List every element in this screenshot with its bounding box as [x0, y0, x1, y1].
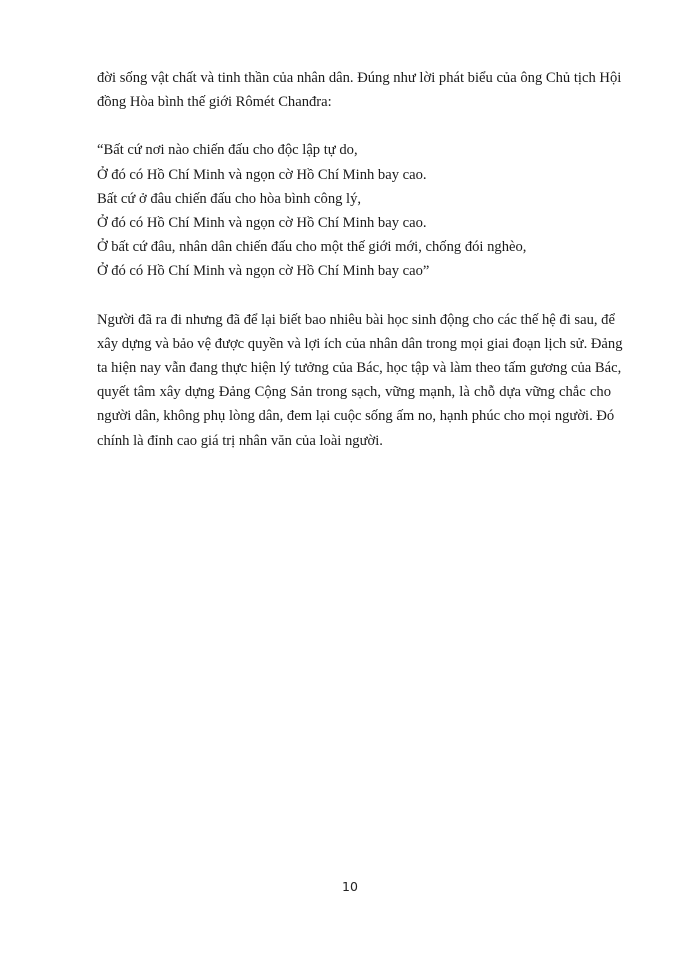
- quote-line: Ở đó có Hồ Chí Minh và ngọn cờ Hồ Chí Minh bay cao”: [97, 263, 430, 280]
- intro-line: đời sống vật chất và tinh thần của nhân dân. Đúng như lời phát biểu của ông Chủ tịch Hội: [97, 70, 622, 86]
- poem-quote: [97, 138, 611, 283]
- closing-line: quyết tâm xây dựng Đảng Cộng Sản trong sạch, vững mạnh, là chỗ dựa vững chắc cho: [97, 384, 611, 401]
- closing-line: chính là đỉnh cao giá trị nhân văn của loài người.: [97, 432, 383, 449]
- intro-line: đồng Hòa bình thế giới Rômét Chanđra:: [97, 94, 332, 111]
- page-content: [97, 66, 623, 453]
- quote-line: “Bất cứ nơi nào chiến đấu cho độc lập tự do,: [97, 142, 358, 159]
- closing-paragraph: [97, 308, 623, 453]
- closing-line: người dân, không phụ lòng dân, đem lại cuộc sống ấm no, hạnh phúc cho mọi người. Đó: [97, 408, 615, 425]
- closing-line: ta hiện nay vẫn đang thực hiện lý tưởng của Bác, học tập và làm theo tấm gương của Bác,: [97, 360, 622, 377]
- quote-line: Bất cứ ở đâu chiến đấu cho hòa bình công lý,: [97, 190, 362, 207]
- page-number: 10: [342, 879, 358, 894]
- closing-line: xây dựng và bảo vệ được quyền và lợi ích của nhân dân trong mọi giai đoạn lịch sử. Đảng: [97, 335, 623, 352]
- quote-line: Ở bất cứ đâu, nhân dân chiến đấu cho một thế giới mới, chống đói nghèo,: [97, 239, 527, 256]
- quote-line: Ở đó có Hồ Chí Minh và ngọn cờ Hồ Chí Minh bay cao.: [97, 215, 427, 232]
- closing-line: Người đã ra đi nhưng đã để lại biết bao nhiêu bài học sinh động cho các thế hệ đi sau, để: [97, 311, 615, 328]
- quote-line: Ở đó có Hồ Chí Minh và ngọn cờ Hồ Chí Minh bay cao.: [97, 166, 427, 183]
- intro-paragraph: [97, 66, 622, 114]
